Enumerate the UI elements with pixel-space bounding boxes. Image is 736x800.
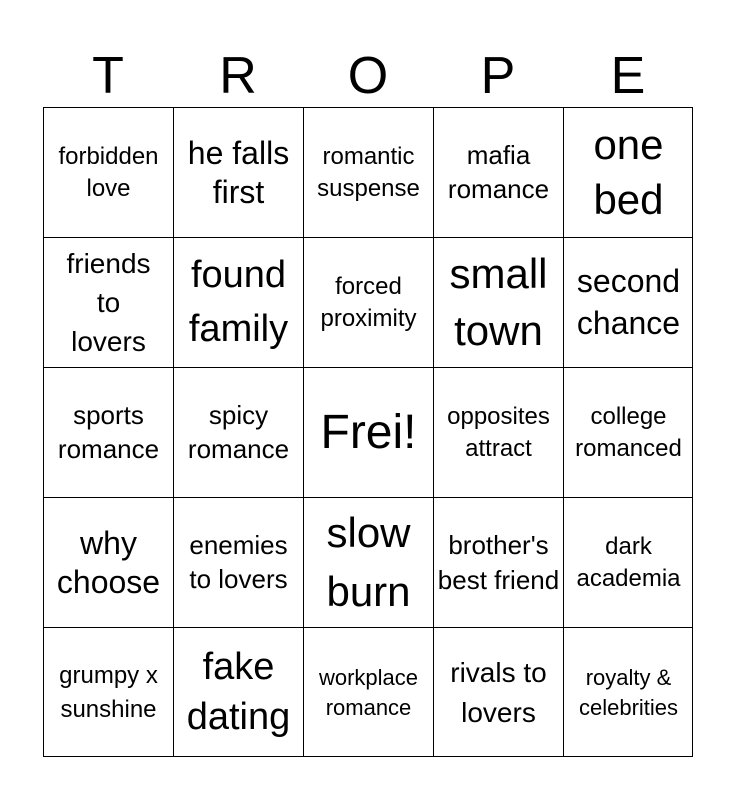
- bingo-cell[interactable]: sports romance: [43, 367, 173, 497]
- bingo-cell[interactable]: royalty & celebrities: [563, 627, 693, 757]
- bingo-cell[interactable]: spicy romance: [173, 367, 303, 497]
- bingo-cell[interactable]: found family: [173, 237, 303, 367]
- bingo-cell[interactable]: dark academia: [563, 497, 693, 627]
- bingo-cell[interactable]: brother's best friend: [433, 497, 563, 627]
- bingo-cell[interactable]: friends to lovers: [43, 237, 173, 367]
- bingo-cell[interactable]: fake dating: [173, 627, 303, 757]
- bingo-cell[interactable]: workplace romance: [303, 627, 433, 757]
- bingo-cell[interactable]: opposites attract: [433, 367, 563, 497]
- header-letter: O: [347, 47, 389, 105]
- bingo-cell[interactable]: forced proximity: [303, 237, 433, 367]
- header-letter: P: [480, 47, 516, 105]
- bingo-cell[interactable]: small town: [433, 237, 563, 367]
- bingo-cell[interactable]: second chance: [563, 237, 693, 367]
- header-letter: T: [92, 47, 124, 105]
- bingo-cell[interactable]: forbidden love: [43, 107, 173, 237]
- bingo-cell[interactable]: one bed: [563, 107, 693, 237]
- free-space-cell[interactable]: Frei!: [303, 367, 433, 497]
- bingo-cell[interactable]: enemies to lovers: [173, 497, 303, 627]
- bingo-cell[interactable]: grumpy x sunshine: [43, 627, 173, 757]
- bingo-cell[interactable]: rivals to lovers: [433, 627, 563, 757]
- bingo-board: [43, 107, 693, 757]
- bingo-cell[interactable]: college romanced: [563, 367, 693, 497]
- bingo-cell[interactable]: slow burn: [303, 497, 433, 627]
- bingo-cell[interactable]: romantic suspense: [303, 107, 433, 237]
- header-letter: R: [219, 47, 257, 105]
- bingo-header: [43, 46, 693, 106]
- bingo-cell[interactable]: why choose: [43, 497, 173, 627]
- header-letter: E: [610, 47, 646, 105]
- bingo-cell[interactable]: he falls first: [173, 107, 303, 237]
- bingo-cell[interactable]: mafia romance: [433, 107, 563, 237]
